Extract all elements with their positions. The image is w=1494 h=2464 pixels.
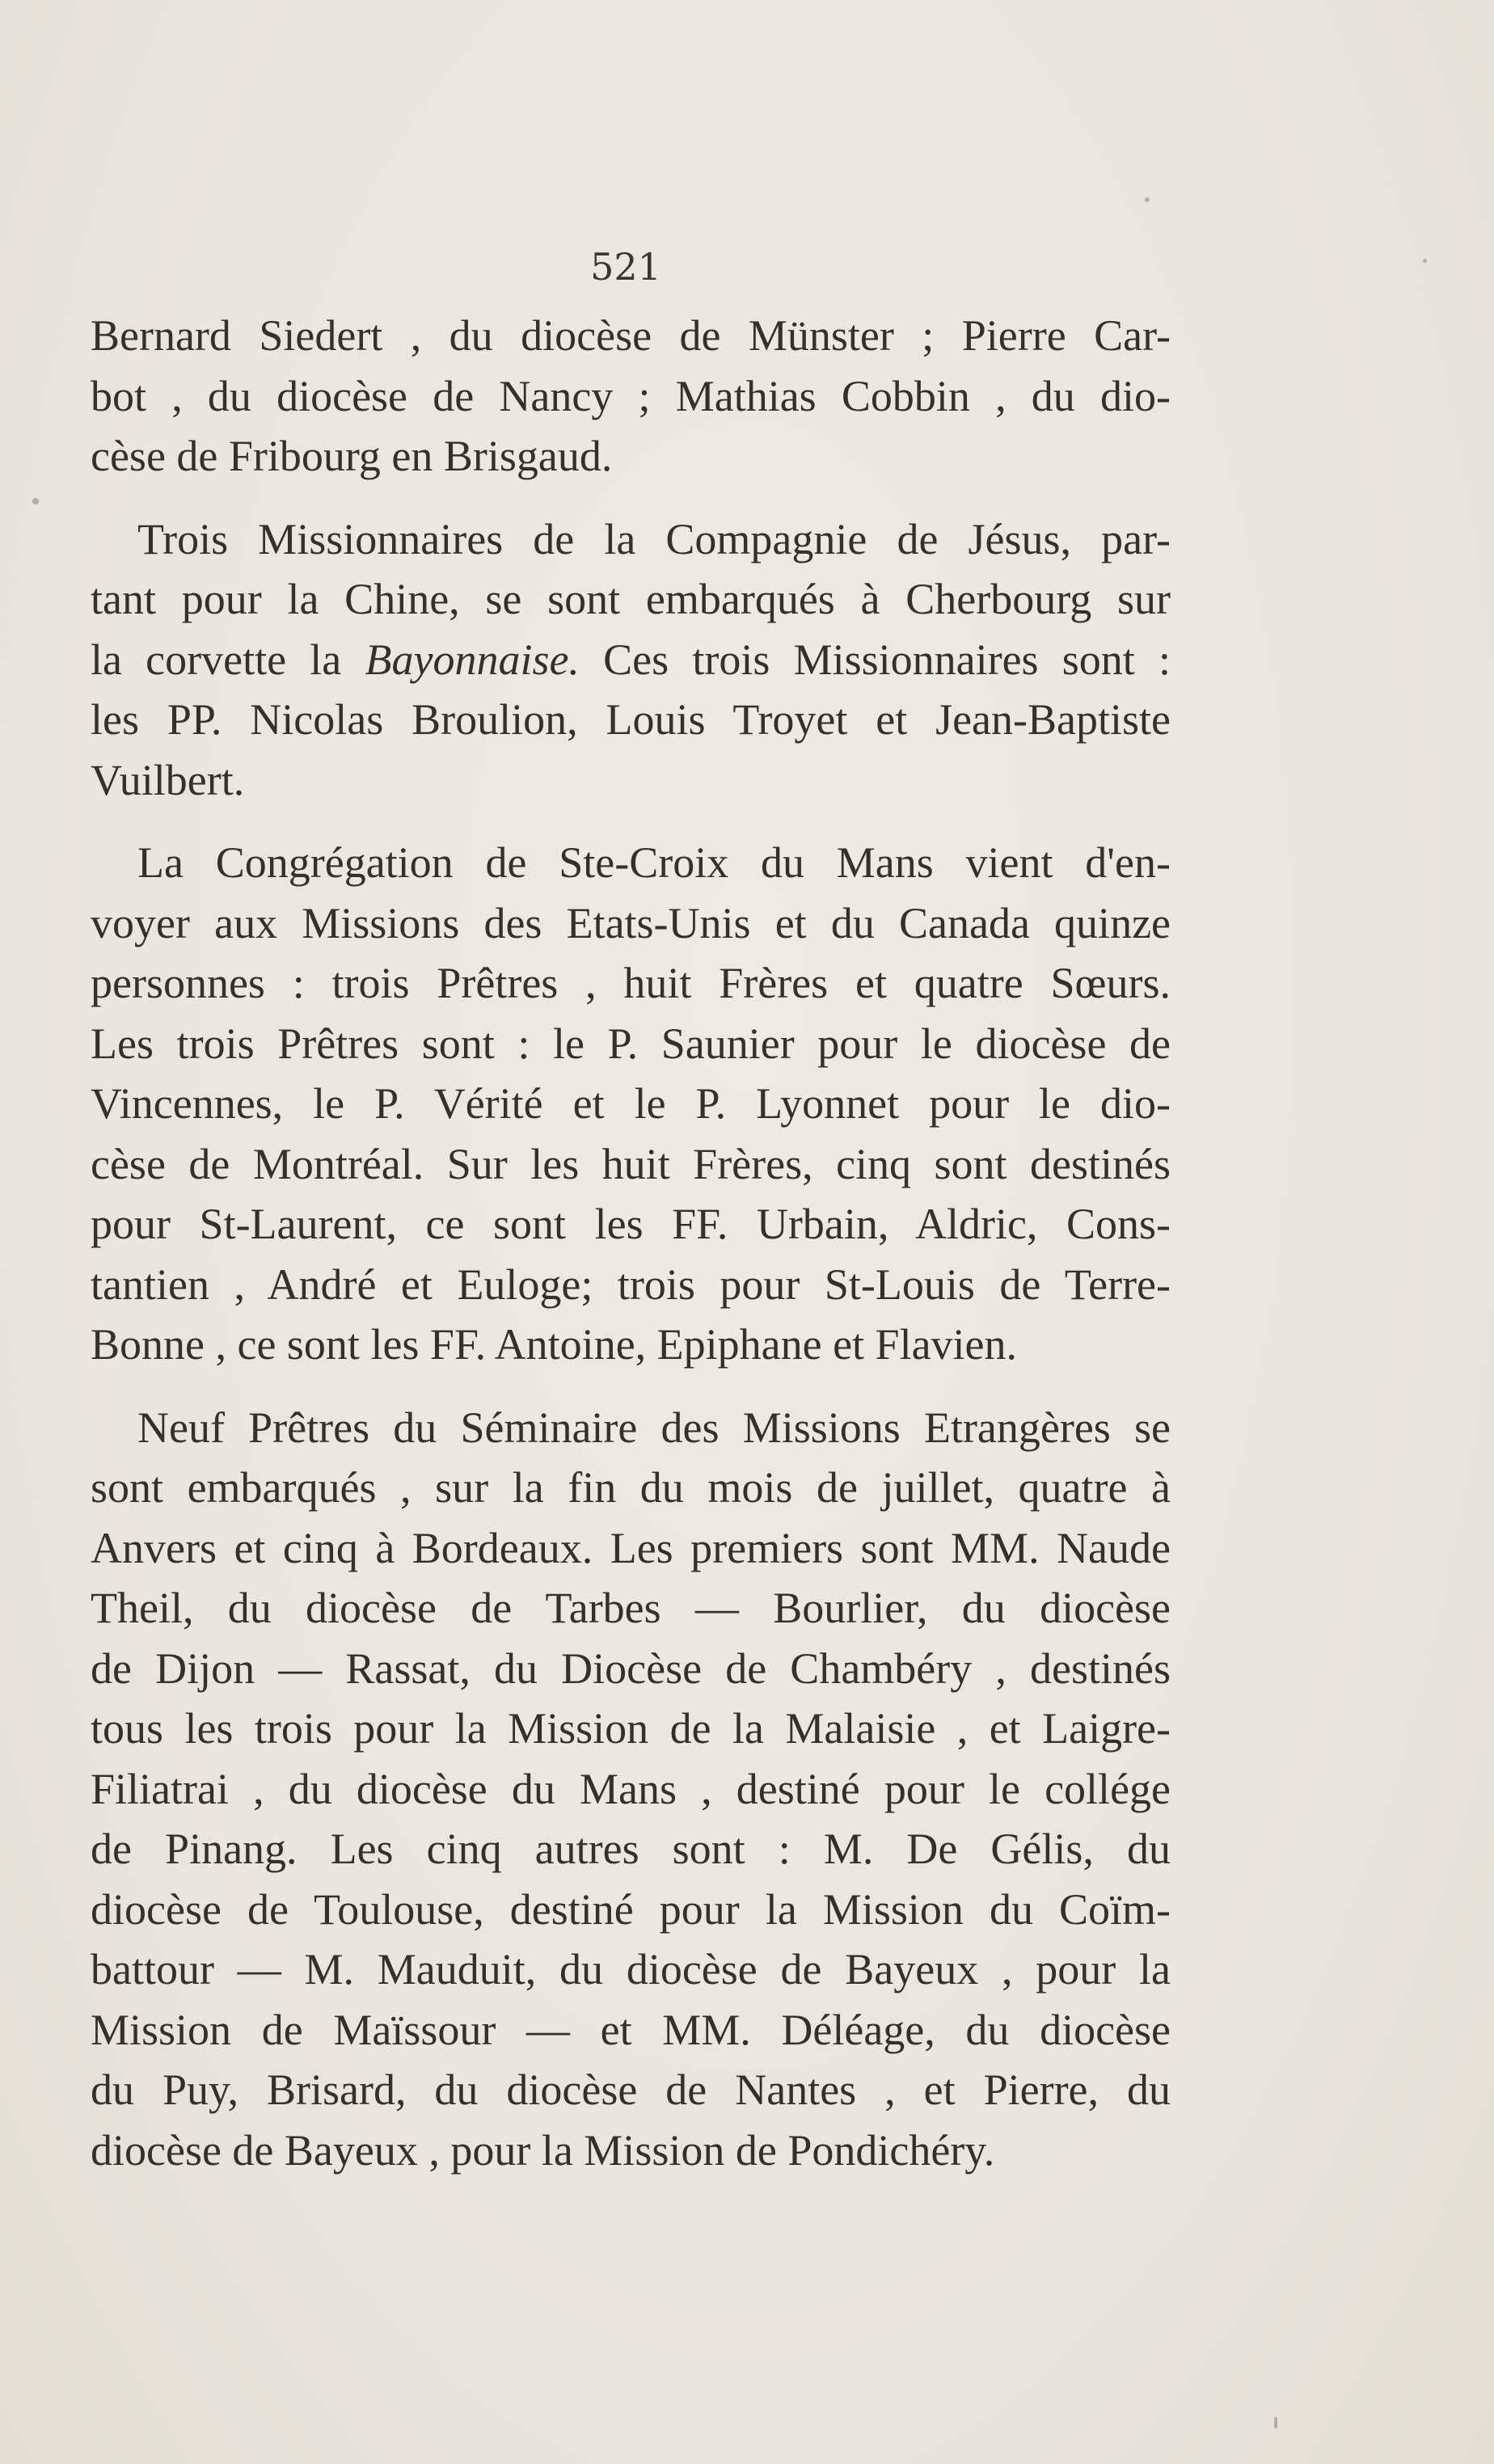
text-line: Les trois Prêtres sont : le P. Saunier pour le diocèse de <box>91 1019 1171 1068</box>
text-line: Bernard Siedert , du diocèse de Münster ; Pierre Car- <box>91 311 1171 360</box>
text-line: cèse de Montréal. Sur les huit Frères, cinq sont destinés <box>91 1139 1171 1188</box>
text-line: pour St-Laurent, ce sont les FF. Urbain, Aldric, Cons- <box>91 1200 1171 1248</box>
text-line-with-italic <box>91 630 1171 690</box>
text-line: Neuf Prêtres du Séminaire des Missions Etrangères se <box>137 1403 1171 1452</box>
paper-speck <box>32 498 39 504</box>
text-line: de Dijon — Rassat, du Diocèse de Chambéry , destinés <box>91 1643 1171 1693</box>
text-line: Anvers et cinq à Bordeaux. Les premiers sont MM. Naude <box>91 1523 1171 1572</box>
paper-speck <box>1274 2417 1277 2428</box>
text-line: diocèse de Toulouse, destiné pour la Mission du Coïm- <box>91 1884 1171 1934</box>
paragraph-3 <box>91 833 1171 1375</box>
text-line: Vuilbert. <box>91 755 245 804</box>
paragraph-1 <box>91 306 1171 487</box>
text-line: battour — M. Mauduit, du diocèse de Bayeux , pour la <box>91 1945 1171 1994</box>
text-line: personnes : trois Prêtres , huit Frères et quatre Sœurs. <box>91 959 1171 1007</box>
body-text <box>91 306 1171 2180</box>
text-line: Bonne , ce sont les FF. Antoine, Epiphane et Flavien. <box>91 1320 1018 1369</box>
text-line: tantien , André et Euloge; trois pour St-Louis de Terre- <box>91 1259 1171 1309</box>
text-line: de Pinang. Les cinq autres sont : M. De Gélis, du <box>91 1825 1171 1873</box>
text-line: Filiatrai , du diocèse du Mans , destiné pour le collége <box>91 1764 1171 1813</box>
text-line: du Puy, Brisard, du diocèse de Nantes , et Pierre, du <box>91 2065 1171 2114</box>
text-line: les PP. Nicolas Broulion, Louis Troyet et Jean-Baptiste <box>91 695 1171 744</box>
text-line: Trois Missionnaires de la Compagnie de Jésus, par- <box>137 514 1171 563</box>
text-line: Theil, du diocèse de Tarbes — Bourlier, du diocèse <box>91 1584 1171 1632</box>
paper-speck <box>1423 259 1427 263</box>
paragraph-2 <box>91 509 1171 811</box>
ship-name: Bayonnaise. <box>365 635 580 684</box>
text-line: diocèse de Bayeux , pour la Mission de Pondichéry. <box>91 2125 995 2175</box>
text-segment: la corvette la <box>91 635 342 684</box>
text-segment: Ces trois Missionnaires sont : <box>603 635 1171 684</box>
text-line: tous les trois pour la Mission de la Malaisie , et Laigre- <box>91 1704 1171 1753</box>
text-line: voyer aux Missions des Etats-Unis et du Canada quinze <box>91 898 1171 947</box>
page-number: 521 <box>590 245 661 289</box>
text-line: Mission de Maïssour — et MM. Déléage, du diocèse <box>91 2005 1171 2054</box>
paper-speck <box>1145 197 1150 202</box>
text-line: sont embarqués , sur la fin du mois de juillet, quatre à <box>91 1463 1171 1512</box>
paragraph-4 <box>91 1398 1171 2181</box>
text-line: bot , du diocèse de Nancy ; Mathias Cobbin , du dio- <box>91 371 1171 420</box>
text-line: Vincennes, le P. Vérité et le P. Lyonnet pour le dio- <box>91 1079 1171 1128</box>
text-line: tant pour la Chine, se sont embarqués à Cherbourg sur <box>91 575 1171 623</box>
text-line: La Congrégation de Ste-Croix du Mans vient d'en- <box>137 838 1171 887</box>
text-line: cèse de Fribourg en Brisgaud. <box>91 432 613 480</box>
